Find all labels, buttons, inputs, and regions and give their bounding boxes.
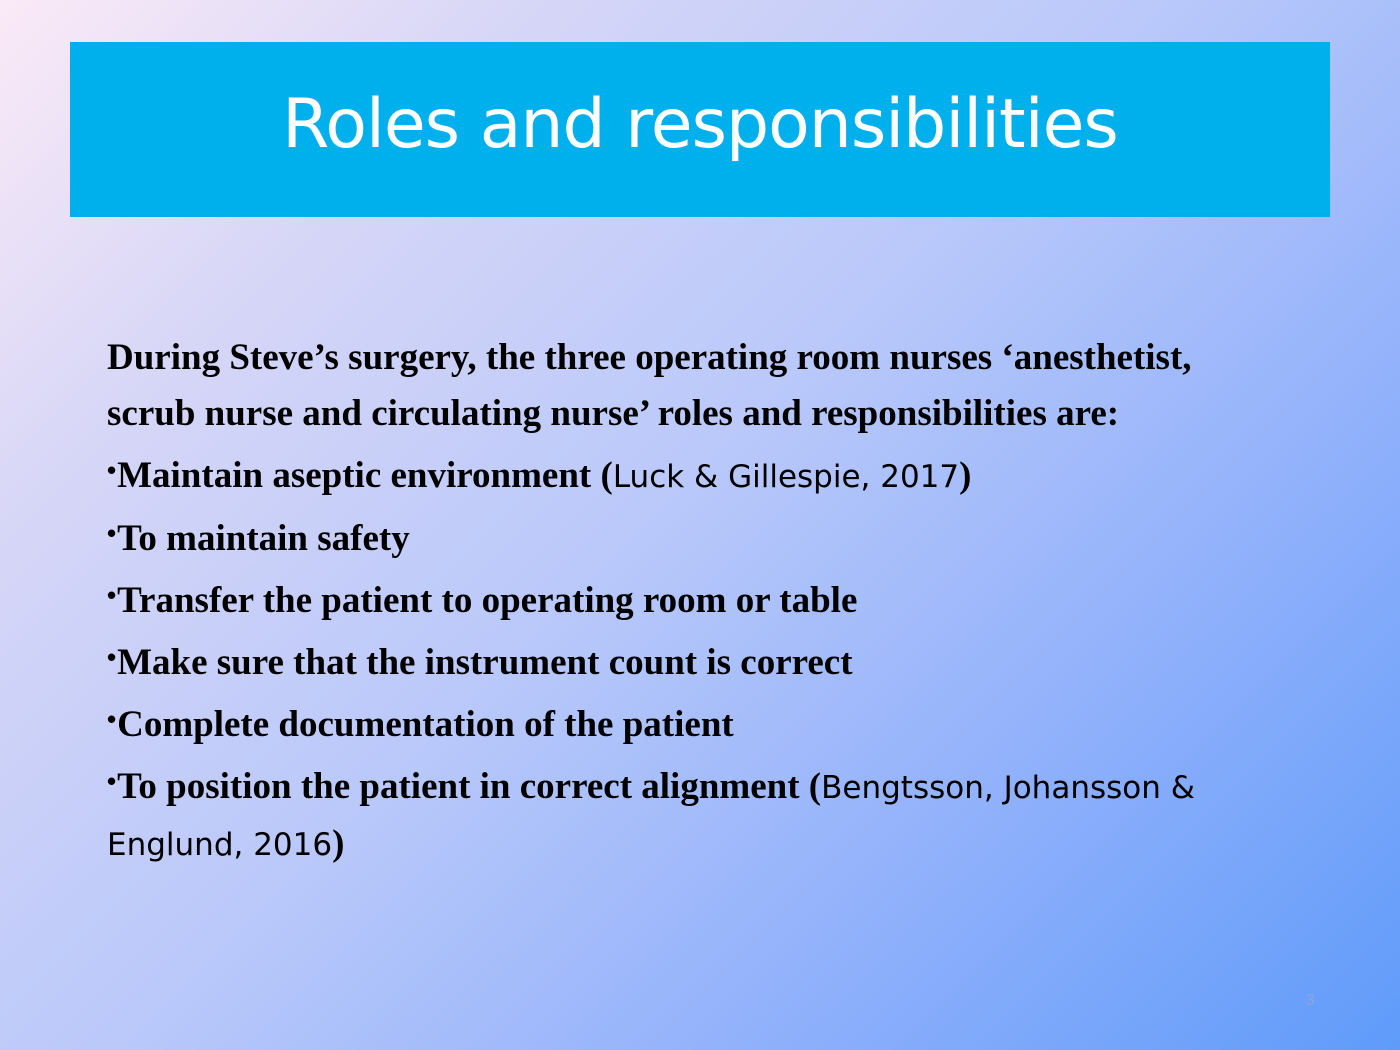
slide-body [107, 330, 1287, 873]
bullet-item-position [107, 753, 1287, 873]
bullet-icon: • [107, 766, 117, 796]
bullet-item-documentation [107, 691, 1287, 753]
bullet-icon: • [107, 518, 117, 548]
intro-paragraph: During Steve’s surgery, the three operating room nurses ‘anesthetist, scrub nurse and circulating nurse’ roles and responsibilities are: [107, 337, 1192, 434]
bullet-text: Make sure that the instrument count is correct [117, 642, 853, 683]
bullet-icon: • [107, 455, 117, 485]
bullet-item-aseptic [107, 442, 1287, 505]
bullet-icon: • [107, 704, 117, 734]
bullet-close: ) [959, 455, 972, 496]
bullet-text: To position the patient in correct alignment ( [117, 766, 822, 807]
bullet-item-instrument-count [107, 629, 1287, 691]
bullet-text: Transfer the patient to operating room or table [117, 580, 858, 621]
page-number: 3 [1305, 992, 1315, 1009]
bullet-item-transfer [107, 567, 1287, 629]
citation: Luck & Gillespie, 2017 [612, 459, 960, 495]
citation: Bengtsson, Johansson & Englund, 2016 [107, 770, 1195, 863]
bullet-text: Maintain aseptic environment ( [117, 455, 613, 496]
bullet-close: ) [332, 823, 345, 864]
bullet-item-safety [107, 505, 1287, 567]
bullet-icon: • [107, 642, 117, 672]
bullet-text: To maintain safety [117, 518, 410, 559]
bullet-list [107, 442, 1287, 873]
bullet-icon: • [107, 580, 117, 610]
slide-title: Roles and responsibilities [282, 85, 1118, 164]
title-bar [70, 42, 1330, 217]
bullet-text: Complete documentation of the patient [117, 704, 734, 745]
